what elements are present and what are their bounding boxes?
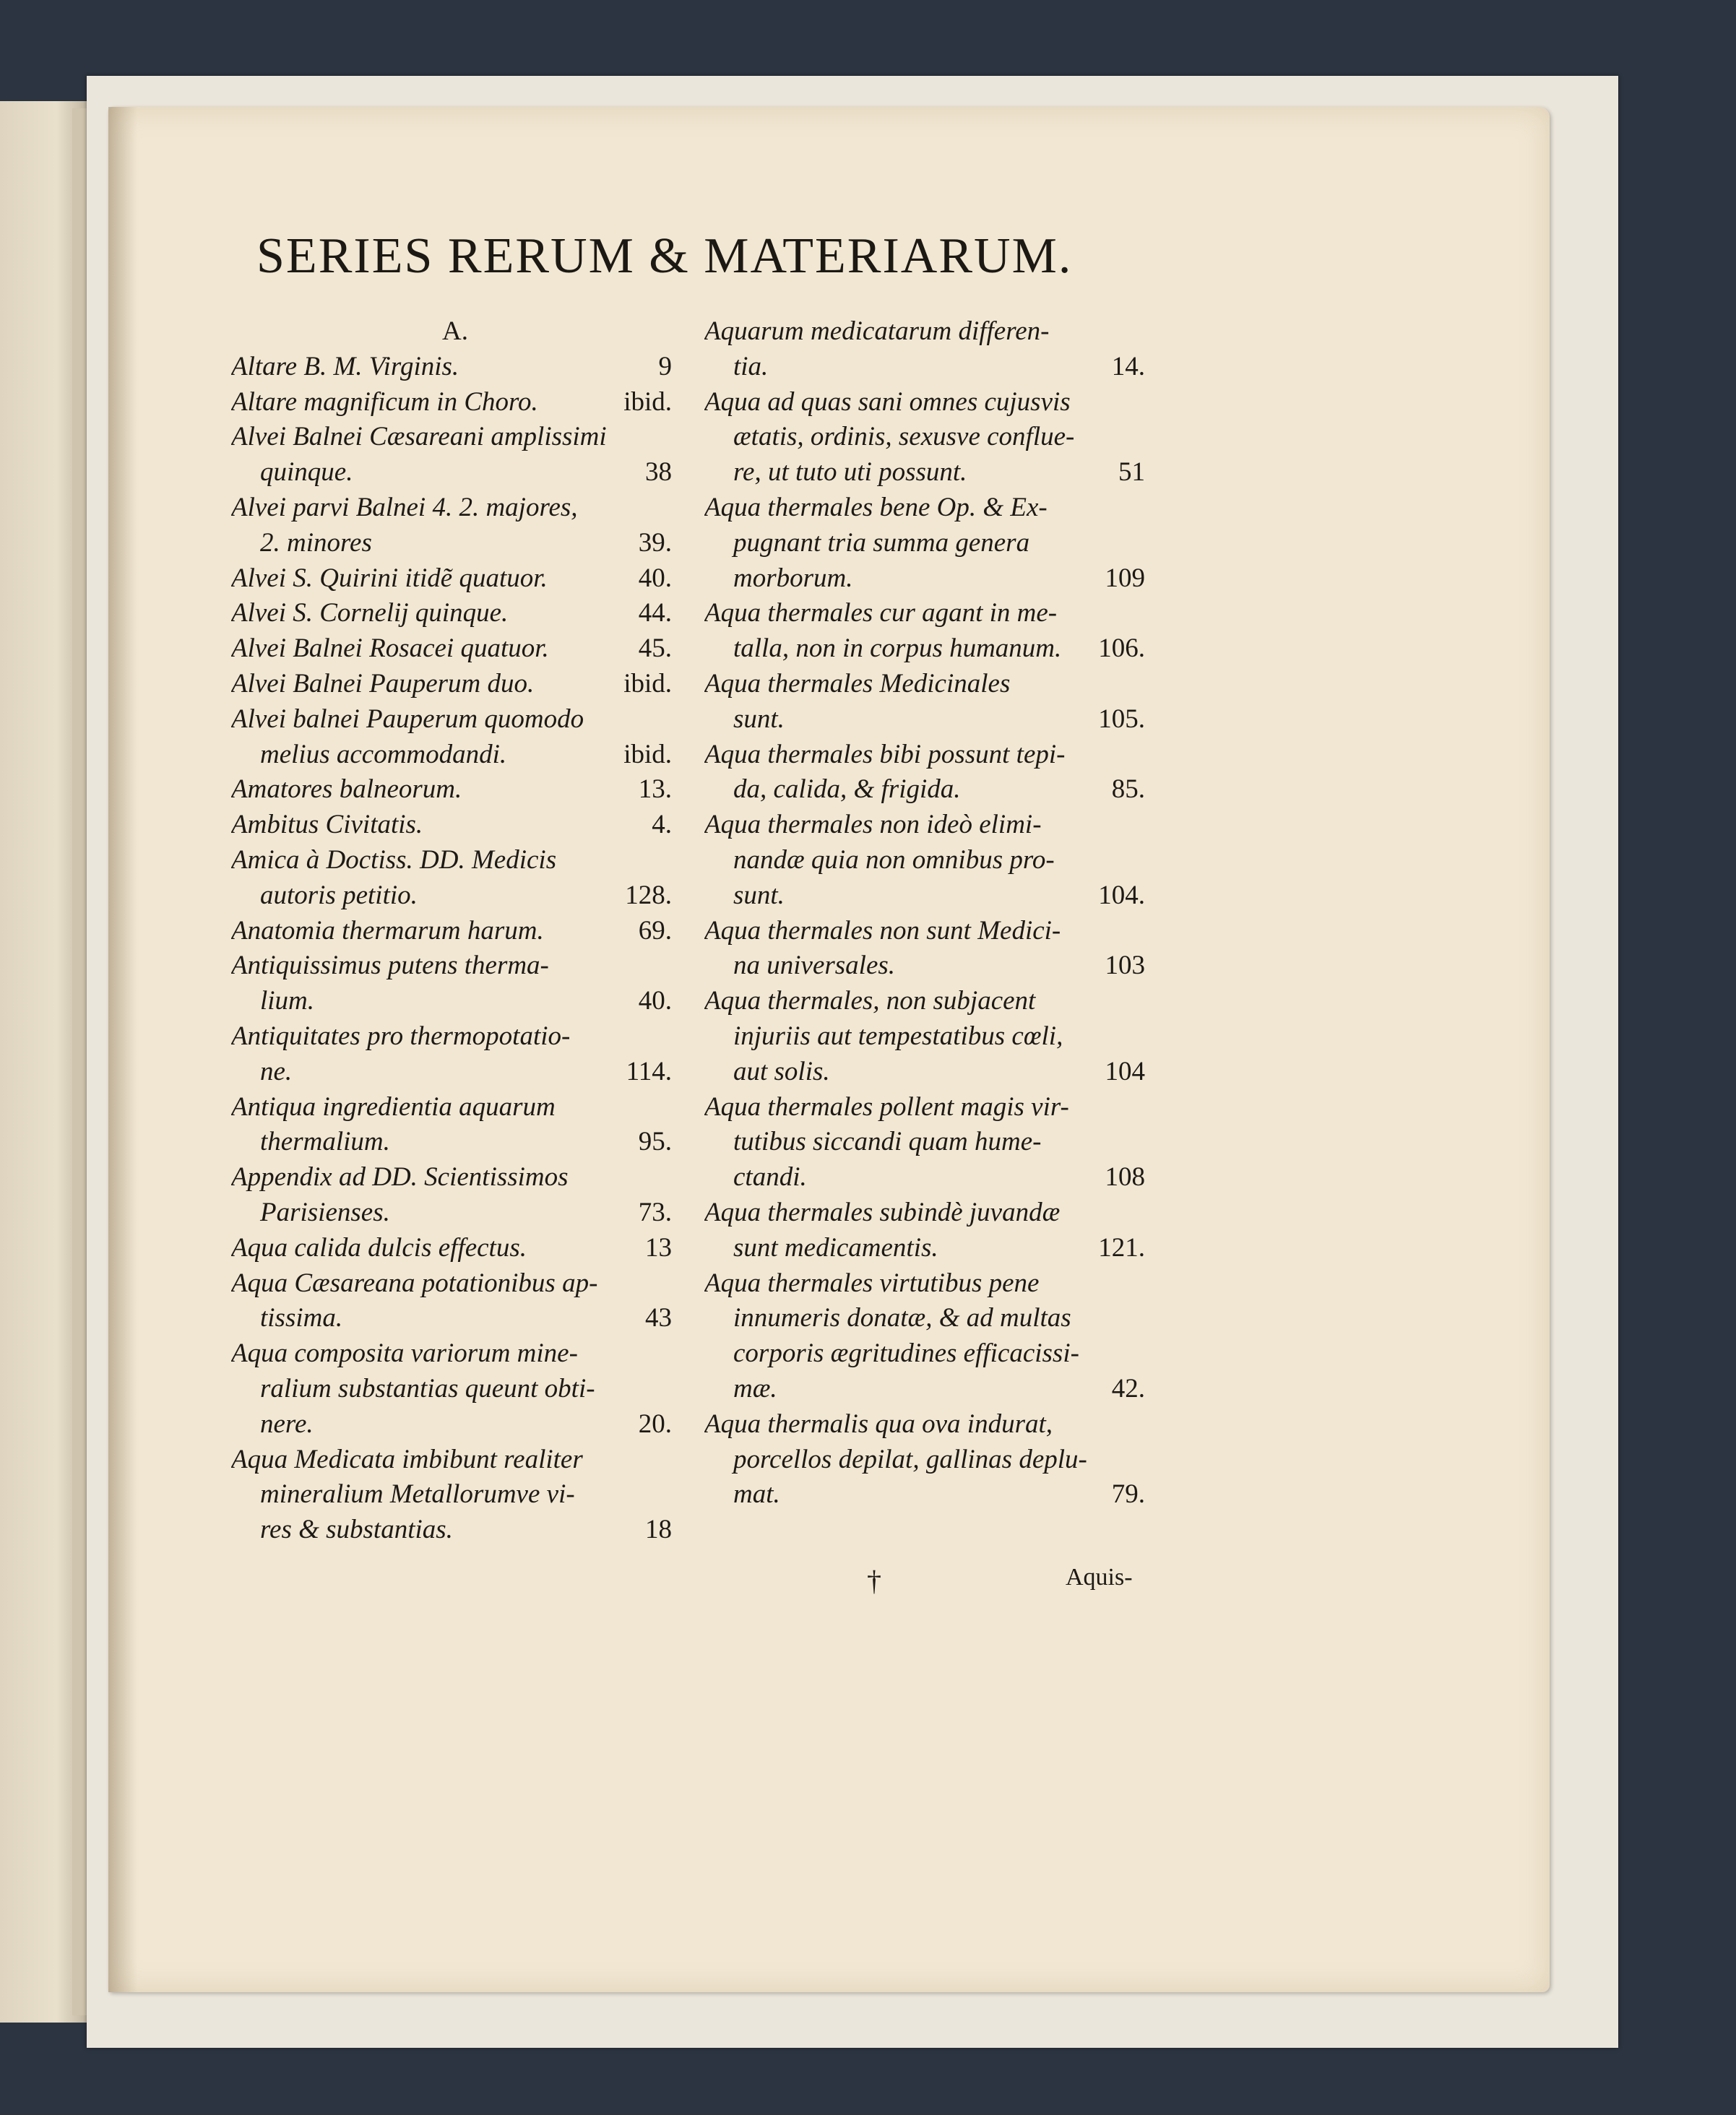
entry-text: injuriis aut tempestatibus cœli, bbox=[733, 1021, 1063, 1051]
entry-line bbox=[704, 420, 1152, 455]
entry-text: sunt. bbox=[733, 880, 785, 910]
entry-text: Antiqua ingredientia aquarum bbox=[231, 1091, 556, 1122]
letter-heading: A. bbox=[442, 316, 468, 346]
index-entry bbox=[704, 596, 1152, 667]
page-reference: 44. bbox=[638, 598, 672, 628]
entry-line bbox=[231, 1443, 679, 1478]
page-reference: 45. bbox=[638, 633, 672, 664]
index-column-right bbox=[704, 314, 1152, 1513]
index-entry bbox=[231, 420, 679, 490]
entry-line bbox=[704, 1372, 1152, 1407]
entry-line bbox=[231, 1372, 679, 1407]
entry-line bbox=[704, 1301, 1152, 1336]
index-entry bbox=[231, 948, 679, 1019]
page-reference: 9 bbox=[658, 351, 672, 381]
page-reference: 39. bbox=[638, 527, 672, 558]
entry-line bbox=[231, 1477, 679, 1513]
entry-text: Antiquissimus putens therma- bbox=[231, 951, 549, 981]
entry-text: res & substantias. bbox=[260, 1515, 453, 1545]
entry-line bbox=[704, 561, 1152, 597]
page-reference: 38 bbox=[645, 457, 672, 488]
page-reference: 69. bbox=[638, 915, 672, 946]
entry-line bbox=[704, 1160, 1152, 1195]
index-entry bbox=[704, 490, 1152, 596]
index-entry bbox=[231, 1090, 679, 1161]
entry-line bbox=[231, 772, 679, 808]
entry-line bbox=[704, 385, 1152, 420]
index-entry bbox=[704, 1090, 1152, 1195]
index-entry bbox=[704, 1266, 1152, 1407]
index-entry bbox=[231, 1443, 679, 1548]
entry-text: Alvei S. Cornelij quinque. bbox=[231, 598, 509, 628]
entry-text: Alvei balnei Pauperum quomodo bbox=[231, 704, 584, 734]
entry-line bbox=[704, 772, 1152, 808]
entry-line bbox=[704, 1195, 1152, 1231]
index-entry bbox=[231, 596, 679, 631]
page-reference: 121. bbox=[1098, 1232, 1145, 1263]
entry-line bbox=[704, 667, 1152, 702]
entry-text: nere. bbox=[260, 1409, 314, 1439]
entry-text: Alvei parvi Balnei 4. 2. majores, bbox=[231, 492, 578, 522]
entry-text: sunt medicamentis. bbox=[733, 1232, 938, 1263]
entry-text: lium. bbox=[260, 986, 315, 1016]
index-entry bbox=[231, 702, 679, 773]
entry-line bbox=[704, 843, 1152, 878]
entry-text: na universales. bbox=[733, 951, 896, 981]
entry-line bbox=[231, 1019, 679, 1055]
entry-text: Aqua thermalis qua ova indurat, bbox=[704, 1409, 1053, 1439]
index-entry bbox=[231, 1019, 679, 1090]
index-entry bbox=[231, 561, 679, 597]
entry-text: Aqua thermales subindè juvandæ bbox=[704, 1197, 1061, 1227]
page-reference: 109 bbox=[1105, 563, 1145, 593]
entry-line bbox=[704, 1090, 1152, 1125]
entry-text: mat. bbox=[733, 1479, 780, 1510]
entry-text: tissima. bbox=[260, 1303, 343, 1333]
entry-line bbox=[231, 1195, 679, 1231]
entry-line bbox=[704, 490, 1152, 526]
entry-line bbox=[704, 596, 1152, 631]
page-reference: 4. bbox=[652, 810, 672, 840]
page-reference: 51 bbox=[1118, 457, 1145, 488]
page-reference: ibid. bbox=[623, 386, 672, 417]
entry-line bbox=[231, 385, 679, 420]
entry-text: da, calida, & frigida. bbox=[733, 774, 961, 805]
entry-text: Aqua ad quas sani omnes cujusvis bbox=[704, 386, 1071, 417]
page-reference: 43 bbox=[645, 1303, 672, 1333]
entry-line bbox=[704, 808, 1152, 843]
entry-line bbox=[231, 1301, 679, 1336]
entry-line bbox=[231, 1160, 679, 1195]
entry-text: Alvei S. Quirini itidẽ quatuor. bbox=[231, 563, 548, 593]
entry-line bbox=[231, 738, 679, 773]
entry-line bbox=[231, 455, 679, 490]
entry-line bbox=[704, 1055, 1152, 1090]
page-reference: 105. bbox=[1098, 704, 1145, 734]
entry-text: melius accommodandi. bbox=[260, 739, 507, 769]
entry-line bbox=[704, 350, 1152, 385]
entry-line bbox=[231, 984, 679, 1019]
entry-line bbox=[231, 948, 679, 984]
entry-line bbox=[704, 702, 1152, 738]
entry-line bbox=[231, 1055, 679, 1090]
entry-line bbox=[704, 455, 1152, 490]
index-entry bbox=[231, 772, 679, 808]
entry-line bbox=[704, 1407, 1152, 1443]
entry-line bbox=[704, 1477, 1152, 1513]
entry-text: Aqua thermales Medicinales bbox=[704, 668, 1011, 698]
index-entry bbox=[704, 1195, 1152, 1266]
entry-text: Appendix ad DD. Scientissimos bbox=[231, 1162, 569, 1193]
entry-text: autoris petitio. bbox=[260, 880, 418, 910]
page-reference: 18 bbox=[645, 1515, 672, 1545]
entry-line bbox=[231, 914, 679, 949]
entry-line bbox=[231, 561, 679, 597]
entry-text: morborum. bbox=[733, 563, 853, 593]
page-reference: 13 bbox=[645, 1232, 672, 1263]
entry-line bbox=[704, 1019, 1152, 1055]
page-reference: 103 bbox=[1105, 951, 1145, 981]
entry-text: Alvei Balnei Rosacei quatuor. bbox=[231, 633, 549, 664]
index-entry bbox=[704, 808, 1152, 913]
entry-text: quinque. bbox=[260, 457, 353, 488]
page-reference: 42. bbox=[1111, 1373, 1145, 1403]
page-reference: 79. bbox=[1111, 1479, 1145, 1510]
page-reference: 128. bbox=[625, 880, 672, 910]
entry-text: nandæ quia non omnibus pro- bbox=[733, 844, 1055, 875]
entry-text: mineralium Metallorumve vi- bbox=[260, 1479, 575, 1510]
page-title: SERIES RERUM & MATERIARUM. bbox=[256, 228, 1073, 284]
entry-line bbox=[704, 1336, 1152, 1372]
index-column-left bbox=[231, 314, 679, 1548]
index-entry bbox=[704, 984, 1152, 1089]
entry-text: Aqua Cæsareana potationibus ap- bbox=[231, 1268, 598, 1298]
entry-text: mæ. bbox=[733, 1373, 777, 1403]
entry-text: ralium substantias queunt obti- bbox=[260, 1373, 595, 1403]
index-entry bbox=[231, 808, 679, 843]
entry-line bbox=[231, 667, 679, 702]
entry-text: Aqua Medicata imbibunt realiter bbox=[231, 1444, 583, 1474]
entry-line bbox=[231, 631, 679, 667]
entry-line bbox=[704, 984, 1152, 1019]
entry-text: Amica à Doctiss. DD. Medicis bbox=[231, 844, 557, 875]
entry-text: Aqua thermales bene Op. & Ex- bbox=[704, 492, 1048, 522]
index-entry bbox=[231, 1231, 679, 1266]
entry-text: thermalium. bbox=[260, 1127, 390, 1157]
entry-line bbox=[231, 1090, 679, 1125]
entry-line bbox=[704, 631, 1152, 667]
entry-text: tia. bbox=[733, 351, 769, 381]
entry-line bbox=[704, 878, 1152, 914]
entry-line bbox=[231, 1513, 679, 1548]
entry-text: Aqua thermales non ideò elimi- bbox=[704, 810, 1042, 840]
entry-text: pugnant tria summa genera bbox=[733, 527, 1030, 558]
index-entry bbox=[704, 314, 1152, 385]
page-reference: 104. bbox=[1098, 880, 1145, 910]
entry-text: Amatores balneorum. bbox=[231, 774, 462, 805]
page-reference: 40. bbox=[638, 563, 672, 593]
signature-mark: † bbox=[867, 1565, 881, 1597]
page-reference: 95. bbox=[638, 1127, 672, 1157]
entry-text: Alvei Balnei Cæsareani amplissimi bbox=[231, 422, 607, 452]
entry-text: Aqua thermales bibi possunt tepi- bbox=[704, 739, 1066, 769]
entry-line bbox=[231, 1336, 679, 1372]
entry-line bbox=[231, 526, 679, 561]
page-reference: 73. bbox=[638, 1197, 672, 1227]
entry-text: Aqua thermales virtutibus pene bbox=[704, 1268, 1040, 1298]
page-reference: 13. bbox=[638, 774, 672, 805]
entry-line bbox=[231, 1125, 679, 1160]
entry-text: ætatis, ordinis, sexusve conflue- bbox=[733, 422, 1075, 452]
entry-text: Altare B. M. Virginis. bbox=[231, 351, 459, 381]
entry-text: sunt. bbox=[733, 704, 785, 734]
index-entry bbox=[231, 843, 679, 914]
entry-line bbox=[704, 1443, 1152, 1478]
entry-line bbox=[231, 596, 679, 631]
entry-line bbox=[231, 420, 679, 455]
entry-text: Aqua thermales pollent magis vir- bbox=[704, 1091, 1069, 1122]
entry-text: 2. minores bbox=[260, 527, 372, 558]
entry-text: ne. bbox=[260, 1056, 293, 1086]
entry-line bbox=[231, 1407, 679, 1443]
index-entry bbox=[231, 1266, 679, 1337]
page-reference: 106. bbox=[1098, 633, 1145, 664]
index-entry bbox=[704, 667, 1152, 738]
catchword: Aquis- bbox=[1066, 1564, 1133, 1591]
entry-text: re, ut tuto uti possunt. bbox=[733, 457, 967, 488]
entry-line bbox=[231, 1231, 679, 1266]
entry-text: porcellos depilat, gallinas deplu- bbox=[733, 1444, 1087, 1474]
entry-text: corporis ægritudines efficacissi- bbox=[733, 1338, 1079, 1369]
index-entry bbox=[231, 914, 679, 949]
page-reference: 40. bbox=[638, 986, 672, 1016]
index-entry bbox=[231, 350, 679, 385]
index-entry bbox=[231, 490, 679, 561]
page-reference: 85. bbox=[1111, 774, 1145, 805]
entry-text: Aquarum medicatarum differen- bbox=[704, 316, 1050, 346]
index-entry bbox=[704, 738, 1152, 808]
index-entry bbox=[231, 667, 679, 702]
entry-text: Alvei Balnei Pauperum duo. bbox=[231, 668, 535, 698]
page-reference: 20. bbox=[638, 1409, 672, 1439]
index-entry bbox=[231, 1336, 679, 1442]
entry-line bbox=[704, 1231, 1152, 1266]
entry-text: Ambitus Civitatis. bbox=[231, 810, 423, 840]
index-entry bbox=[704, 385, 1152, 490]
page-reference: 108 bbox=[1105, 1162, 1145, 1193]
entry-line bbox=[231, 702, 679, 738]
entry-line bbox=[704, 1266, 1152, 1302]
index-entry bbox=[231, 385, 679, 420]
entry-text: Antiquitates pro thermopotatio- bbox=[231, 1021, 571, 1051]
entry-line bbox=[704, 314, 1152, 350]
entry-text: Altare magnificum in Choro. bbox=[231, 386, 538, 417]
entry-line bbox=[231, 843, 679, 878]
entry-line bbox=[231, 490, 679, 526]
page-reference: ibid. bbox=[623, 668, 672, 698]
entry-line bbox=[231, 808, 679, 843]
entry-text: Aqua calida dulcis effectus. bbox=[231, 1232, 527, 1263]
entry-line bbox=[231, 350, 679, 385]
gutter-shadow bbox=[108, 107, 137, 1992]
page-reference: 14. bbox=[1111, 351, 1145, 381]
index-entry bbox=[231, 1160, 679, 1231]
entry-text: tutibus siccandi quam hume- bbox=[733, 1127, 1042, 1157]
entry-text: talla, non in corpus humanum. bbox=[733, 633, 1062, 664]
entry-line bbox=[704, 1125, 1152, 1160]
index-entry bbox=[231, 631, 679, 667]
page-reference: ibid. bbox=[623, 739, 672, 769]
index-entry bbox=[704, 1407, 1152, 1513]
entry-line bbox=[231, 1266, 679, 1302]
entry-text: Aqua composita variorum mine- bbox=[231, 1338, 578, 1369]
entry-text: Aqua thermales cur agant in me- bbox=[704, 598, 1058, 628]
entry-text: Anatomia thermarum harum. bbox=[231, 915, 544, 946]
entry-text: Aqua thermales, non subjacent bbox=[704, 986, 1036, 1016]
entry-text: Parisienses. bbox=[260, 1197, 390, 1227]
entry-line bbox=[704, 738, 1152, 773]
page-reference: 114. bbox=[626, 1056, 672, 1086]
entry-line bbox=[231, 878, 679, 914]
entry-text: innumeris donatæ, & ad multas bbox=[733, 1303, 1071, 1333]
entry-line bbox=[704, 914, 1152, 949]
entry-text: aut solis. bbox=[733, 1056, 830, 1086]
entry-line bbox=[704, 948, 1152, 984]
entry-text: Aqua thermales non sunt Medici- bbox=[704, 915, 1061, 946]
page-reference: 104 bbox=[1105, 1056, 1145, 1086]
entry-line bbox=[704, 526, 1152, 561]
index-entry bbox=[704, 914, 1152, 985]
entry-text: ctandi. bbox=[733, 1162, 807, 1193]
